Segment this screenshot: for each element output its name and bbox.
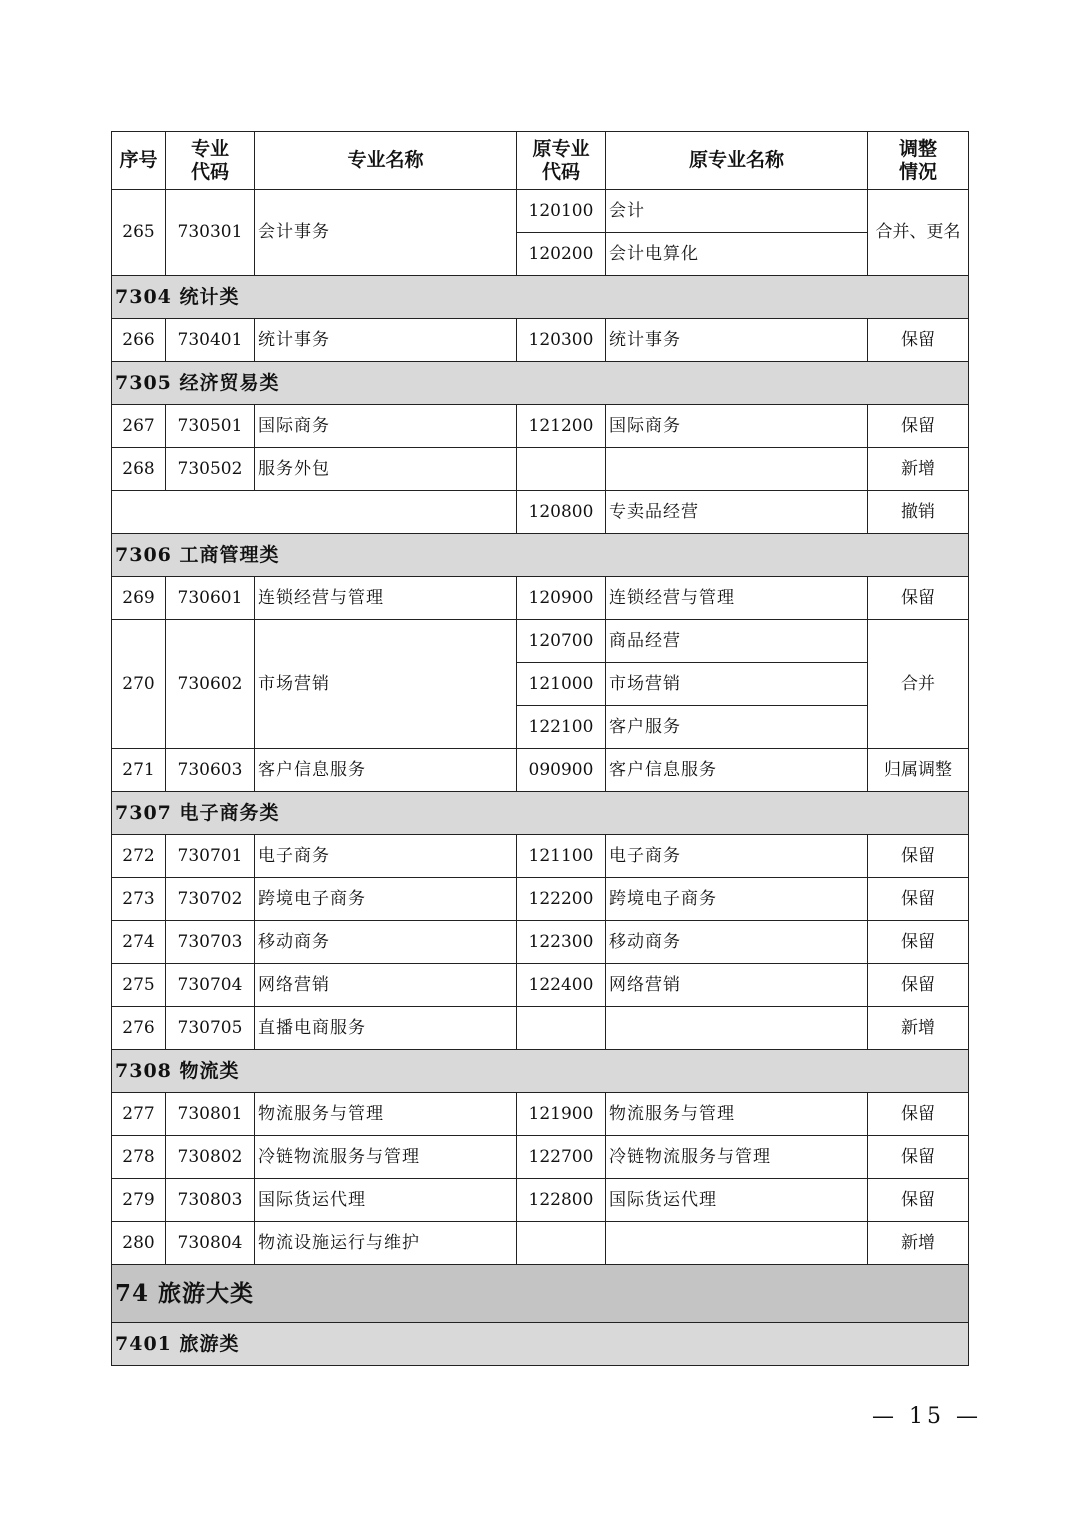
name-cell: 冷链物流服务与管理 [255, 1136, 517, 1179]
table-row [112, 964, 969, 1007]
name-cell: 统计事务 [255, 319, 517, 362]
name-cell: 市场营销 [255, 620, 517, 749]
adjust-cell: 保留 [868, 1136, 969, 1179]
seq-cell: 276 [112, 1007, 166, 1050]
table-row [112, 835, 969, 878]
category-row [112, 792, 969, 835]
header-orig-code-label: 原专业 代码 [532, 137, 590, 183]
seq-cell: 274 [112, 921, 166, 964]
orig-name-cell: 商品经营 [606, 620, 868, 663]
orig-name-cell [606, 448, 868, 491]
table-row [112, 1179, 969, 1222]
table-row [112, 448, 969, 491]
orig-code-cell: 090900 [517, 749, 606, 792]
code-cell: 730602 [166, 620, 255, 749]
seq-cell: 269 [112, 577, 166, 620]
table-row [112, 190, 969, 233]
orig-code-cell: 121900 [517, 1093, 606, 1136]
table-row [112, 577, 969, 620]
adjust-cell: 合并 [868, 620, 969, 749]
table-row [112, 749, 969, 792]
seq-cell: 265 [112, 190, 166, 276]
orig-code-cell: 120300 [517, 319, 606, 362]
adjust-cell: 新增 [868, 1222, 969, 1265]
orig-name-cell: 市场营销 [606, 663, 868, 706]
seq-cell: 280 [112, 1222, 166, 1265]
category-row [112, 534, 969, 577]
seq-cell: 272 [112, 835, 166, 878]
adjust-cell: 归属调整 [868, 749, 969, 792]
seq-cell: 267 [112, 405, 166, 448]
orig-name-cell: 专卖品经营 [606, 491, 868, 534]
category-row [112, 362, 969, 405]
adjust-cell: 保留 [868, 921, 969, 964]
category-label: 7304 统计类 [112, 276, 969, 319]
orig-name-cell [606, 1007, 868, 1050]
orig-name-cell [606, 1222, 868, 1265]
name-cell: 客户信息服务 [255, 749, 517, 792]
empty-cell [112, 491, 517, 534]
orig-name-cell: 连锁经营与管理 [606, 577, 868, 620]
adjust-cell: 新增 [868, 1007, 969, 1050]
category-label: 7401 旅游类 [112, 1323, 969, 1366]
name-cell: 会计事务 [255, 190, 517, 276]
orig-code-cell: 122100 [517, 706, 606, 749]
orig-name-cell: 会计 [606, 190, 868, 233]
adjust-cell: 保留 [868, 835, 969, 878]
table-row [112, 878, 969, 921]
orig-name-cell: 国际商务 [606, 405, 868, 448]
seq-cell: 277 [112, 1093, 166, 1136]
table-row [112, 620, 969, 663]
orig-code-cell: 122700 [517, 1136, 606, 1179]
name-cell: 网络营销 [255, 964, 517, 1007]
seq-cell: 266 [112, 319, 166, 362]
code-cell: 730601 [166, 577, 255, 620]
category-label: 7308 物流类 [112, 1050, 969, 1093]
name-cell: 物流设施运行与维护 [255, 1222, 517, 1265]
header-orig-name: 原专业名称 [606, 132, 868, 190]
code-cell: 730701 [166, 835, 255, 878]
adjust-cell: 保留 [868, 577, 969, 620]
orig-code-cell [517, 1007, 606, 1050]
orig-code-cell: 122800 [517, 1179, 606, 1222]
orig-code-cell [517, 448, 606, 491]
seq-cell: 270 [112, 620, 166, 749]
name-cell: 直播电商服务 [255, 1007, 517, 1050]
header-code-label: 专业 代码 [190, 137, 229, 183]
orig-code-cell: 120200 [517, 233, 606, 276]
orig-code-cell: 120700 [517, 620, 606, 663]
major-category-label: 74 旅游大类 [112, 1265, 969, 1323]
table-row [112, 405, 969, 448]
code-cell: 730801 [166, 1093, 255, 1136]
header-adjust [868, 132, 969, 190]
seq-cell: 275 [112, 964, 166, 1007]
adjust-cell: 合并、更名 [868, 190, 969, 276]
orig-code-cell: 120900 [517, 577, 606, 620]
adjust-cell: 撤销 [868, 491, 969, 534]
category-row [112, 1323, 969, 1366]
header-row [112, 132, 969, 190]
code-cell: 730301 [166, 190, 255, 276]
page-number: — 15 — [872, 1404, 982, 1429]
orig-code-cell: 122300 [517, 921, 606, 964]
code-cell: 730501 [166, 405, 255, 448]
category-label: 7305 经济贸易类 [112, 362, 969, 405]
code-cell: 730401 [166, 319, 255, 362]
header-code [166, 132, 255, 190]
name-cell: 物流服务与管理 [255, 1093, 517, 1136]
category-row [112, 276, 969, 319]
header-adjust-label: 调整 情况 [898, 137, 937, 183]
table-row [112, 319, 969, 362]
name-cell: 服务外包 [255, 448, 517, 491]
code-cell: 730804 [166, 1222, 255, 1265]
header-seq: 序号 [112, 132, 166, 190]
adjust-cell: 保留 [868, 878, 969, 921]
category-label: 7306 工商管理类 [112, 534, 969, 577]
adjust-cell: 保留 [868, 964, 969, 1007]
header-name: 专业名称 [255, 132, 517, 190]
code-cell: 730704 [166, 964, 255, 1007]
name-cell: 国际货运代理 [255, 1179, 517, 1222]
orig-code-cell: 120800 [517, 491, 606, 534]
table-row [112, 921, 969, 964]
table-row [112, 1007, 969, 1050]
orig-name-cell: 电子商务 [606, 835, 868, 878]
orig-code-cell [517, 1222, 606, 1265]
orig-name-cell: 移动商务 [606, 921, 868, 964]
name-cell: 国际商务 [255, 405, 517, 448]
adjust-cell: 保留 [868, 319, 969, 362]
orig-code-cell: 122400 [517, 964, 606, 1007]
orig-name-cell: 统计事务 [606, 319, 868, 362]
orig-name-cell: 冷链物流服务与管理 [606, 1136, 868, 1179]
table-row [112, 491, 969, 534]
category-label: 7307 电子商务类 [112, 792, 969, 835]
code-cell: 730703 [166, 921, 255, 964]
orig-code-cell: 122200 [517, 878, 606, 921]
code-cell: 730702 [166, 878, 255, 921]
orig-name-cell: 网络营销 [606, 964, 868, 1007]
orig-name-cell: 物流服务与管理 [606, 1093, 868, 1136]
code-cell: 730502 [166, 448, 255, 491]
code-cell: 730802 [166, 1136, 255, 1179]
major-category-row [112, 1265, 969, 1323]
seq-cell: 268 [112, 448, 166, 491]
adjust-cell: 保留 [868, 1179, 969, 1222]
code-cell: 730803 [166, 1179, 255, 1222]
orig-name-cell: 客户服务 [606, 706, 868, 749]
header-orig-code [517, 132, 606, 190]
orig-code-cell: 121000 [517, 663, 606, 706]
seq-cell: 273 [112, 878, 166, 921]
orig-name-cell: 国际货运代理 [606, 1179, 868, 1222]
seq-cell: 271 [112, 749, 166, 792]
orig-code-cell: 121100 [517, 835, 606, 878]
code-cell: 730603 [166, 749, 255, 792]
name-cell: 电子商务 [255, 835, 517, 878]
table-row [112, 1093, 969, 1136]
orig-name-cell: 客户信息服务 [606, 749, 868, 792]
table-row [112, 1136, 969, 1179]
adjust-cell: 保留 [868, 405, 969, 448]
orig-name-cell: 跨境电子商务 [606, 878, 868, 921]
name-cell: 跨境电子商务 [255, 878, 517, 921]
category-row [112, 1050, 969, 1093]
seq-cell: 279 [112, 1179, 166, 1222]
orig-code-cell: 121200 [517, 405, 606, 448]
table-row [112, 1222, 969, 1265]
orig-code-cell: 120100 [517, 190, 606, 233]
code-cell: 730705 [166, 1007, 255, 1050]
name-cell: 连锁经营与管理 [255, 577, 517, 620]
seq-cell: 278 [112, 1136, 166, 1179]
adjust-cell: 保留 [868, 1093, 969, 1136]
name-cell: 移动商务 [255, 921, 517, 964]
major-adjustment-table [111, 131, 969, 1366]
orig-name-cell: 会计电算化 [606, 233, 868, 276]
adjust-cell: 新增 [868, 448, 969, 491]
